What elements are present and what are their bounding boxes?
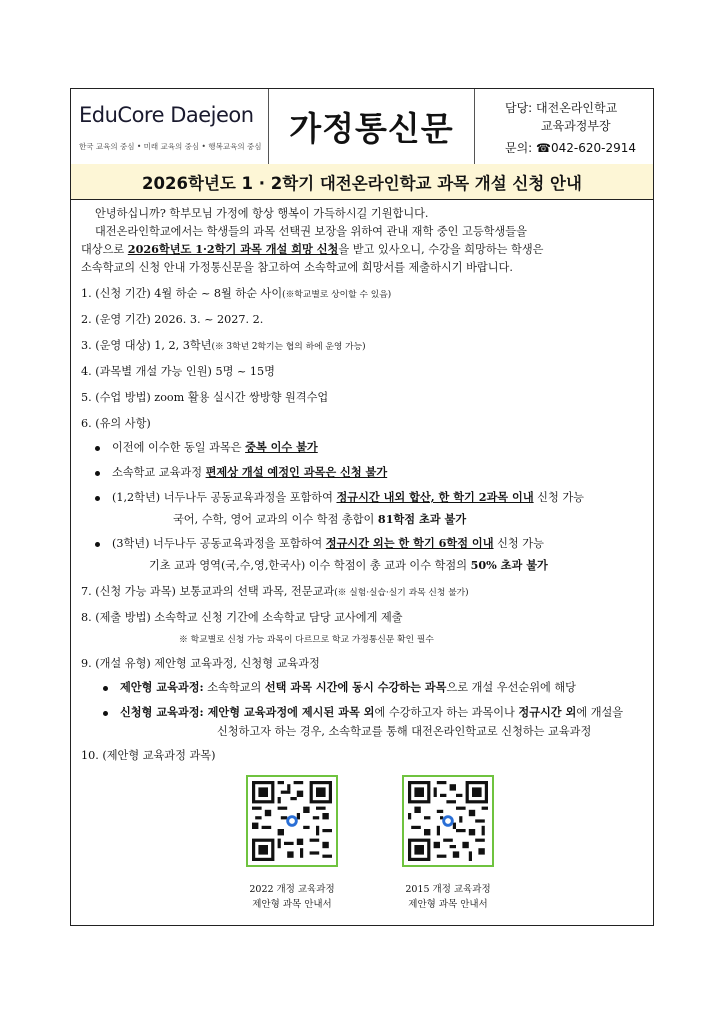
item-10: 10. (제안형 교육과정 과목) [81, 749, 216, 762]
type-1 [103, 679, 576, 695]
note-3-b: 정규시간 내외 합산, 한 학기 2과목 이내 [336, 490, 534, 504]
contact-info [475, 89, 655, 164]
contact-line2: 교육과정부장 [541, 119, 611, 133]
logo-part1: EduCore [79, 103, 171, 127]
item-1-text: 1. (신청 기간) 4월 하순 ~ 8월 하순 사이 [81, 287, 283, 300]
note-2-a: 소속학교 교육과정 [112, 466, 206, 479]
newsletter-page [70, 88, 654, 926]
qr-caption-2015-line2: 제안형 과목 안내서 [408, 899, 488, 910]
item-3-text: 3. (운영 대상) 1, 2, 3학년 [81, 339, 212, 352]
item-7 [81, 583, 469, 599]
bullet-icon [103, 711, 108, 716]
contact-line3: 문의: ☎042-620-2914 [505, 141, 636, 155]
type-2-b: 제안형 교육과정에 제시된 과목 외 [203, 705, 375, 719]
item-1-note: (※학교별로 상이할 수 있음) [282, 290, 392, 300]
subtitle: 2026학년도 1 · 2학기 대전온라인학교 과목 개설 신청 안내 [142, 173, 582, 193]
header [71, 89, 653, 165]
qr-icon [252, 781, 332, 861]
note-4 [95, 535, 544, 551]
note-2 [95, 464, 387, 480]
item-3 [81, 337, 366, 353]
note-4-a: (3학년) 너두나두 공동교육과정을 포함하여 [112, 537, 326, 550]
note-1 [95, 439, 318, 455]
logo-part2: Daejeon [170, 103, 254, 127]
subtitle-bar [71, 164, 653, 200]
type-2-e: 에 개설을 [576, 706, 624, 719]
bullet-icon [103, 686, 108, 691]
note-4-c: 신청 가능 [493, 537, 544, 550]
note-4-sub [149, 557, 548, 573]
logo-text [79, 103, 254, 127]
intro-line3-c: 을 받고 있사오니, 수강을 희망하는 학생은 [338, 243, 544, 256]
note-3-sub [173, 511, 466, 527]
type-1-c: 선택 과목 시간에 동시 수강하는 과목 [264, 680, 447, 694]
contact-line1: 담당: 대전온라인학교 [505, 101, 618, 115]
item-8: 8. (제출 방법) 소속학교 신청 기간에 소속학교 담당 교사에게 제출 [81, 611, 403, 624]
type-1-b: 소속학교의 [203, 681, 265, 694]
item-8-note: ※ 학교별로 신청 가능 과목이 다르므로 학교 가정통신문 확인 필수 [179, 635, 434, 645]
qr-code-2015[interactable] [402, 775, 494, 867]
note-3-a: (1,2학년) 너두나두 공동교육과정을 포함하여 [112, 491, 337, 504]
title-cell [269, 89, 475, 164]
item-1 [81, 285, 391, 301]
intro-line1: 안녕하십니까? 학부모님 가정에 항상 행복이 가득하시길 기원합니다. [95, 207, 429, 220]
item-6: 6. (유의 사항) [81, 417, 151, 430]
note-3 [95, 489, 584, 505]
item-9: 9. (개설 유형) 제안형 교육과정, 신청형 교육과정 [81, 657, 320, 670]
note-3-c: 신청 가능 [533, 491, 584, 504]
type-1-d: 으로 개설 우선순위에 해당 [446, 681, 576, 694]
bullet-icon [95, 446, 100, 451]
note-3-e: 81학점 초과 불가 [377, 512, 467, 526]
item-7-note: (※ 실험·실습·실기 과목 신청 불가) [334, 588, 469, 598]
note-4-e: 50% 초과 불가 [470, 558, 548, 572]
qr-caption-2022 [222, 882, 362, 912]
item-3-note: (※ 3학년 2학기는 협의 하에 운영 가능) [211, 342, 366, 352]
qr-caption-2022-line2: 제안형 과목 안내서 [252, 899, 332, 910]
intro-line2: 대전온라인학교에서는 학생들의 과목 선택권 보장을 위하여 관내 재학 중인 고등학생들을 [95, 225, 527, 238]
type-1-a: 제안형 교육과정: [120, 680, 204, 694]
logo [71, 89, 269, 164]
qr-caption-2022-line1: 2022 개정 교육과정 [249, 884, 335, 895]
intro-line3 [81, 241, 543, 257]
intro-line3-b: 2026학년도 1·2학기 과목 개설 희망 신청 [127, 242, 339, 256]
item-4: 4. (과목별 개설 가능 인원) 5명 ~ 15명 [81, 365, 275, 378]
qr-caption-2015 [378, 882, 518, 912]
page-title: 가정통신문 [289, 109, 454, 148]
type-2 [103, 704, 623, 720]
note-1-b: 중복 이수 불가 [245, 440, 318, 454]
note-3-d: 국어, 수학, 영어 교과의 이수 학점 총합이 [173, 513, 378, 526]
qr-icon [408, 781, 488, 861]
note-1-a: 이전에 이수한 동일 과목은 [112, 441, 246, 454]
type-2-sub: 신청하고자 하는 경우, 소속학교를 통해 대전온라인학교로 신청하는 교육과정 [217, 725, 592, 738]
bullet-icon [95, 471, 100, 476]
item-2: 2. (운영 기간) 2026. 3. ~ 2027. 2. [81, 313, 264, 326]
type-2-c: 에 수강하고자 하는 과목이나 [374, 706, 519, 719]
note-2-b: 편제상 개설 예정인 과목은 신청 불가 [205, 465, 388, 479]
bullet-icon [95, 496, 100, 501]
type-2-d: 정규시간 외 [518, 705, 577, 719]
type-2-a: 신청형 교육과정: [120, 705, 204, 719]
intro-line4: 소속학교의 신청 안내 가정통신문을 참고하여 소속학교에 희망서를 제출하시기 바랍니다. [81, 261, 513, 274]
intro-line3-a: 대상으로 [81, 243, 128, 256]
qr-caption-2015-line1: 2015 개정 교육과정 [405, 884, 491, 895]
qr-code-2022[interactable] [246, 775, 338, 867]
note-4-d: 기초 교과 영역(국,수,영,한국사) 이수 학점이 총 교과 이수 학점의 [149, 559, 471, 572]
note-4-b: 정규시간 외는 한 학기 6학점 이내 [325, 536, 494, 550]
item-5: 5. (수업 방법) zoom 활용 실시간 쌍방향 원격수업 [81, 391, 329, 404]
bullet-icon [95, 542, 100, 547]
item-7-text: 7. (신청 가능 과목) 보통교과의 선택 과목, 전문교과 [81, 585, 335, 598]
logo-slogan: 한국 교육의 중심 • 미래 교육의 중심 • 행복교육의 중심 [79, 142, 262, 151]
